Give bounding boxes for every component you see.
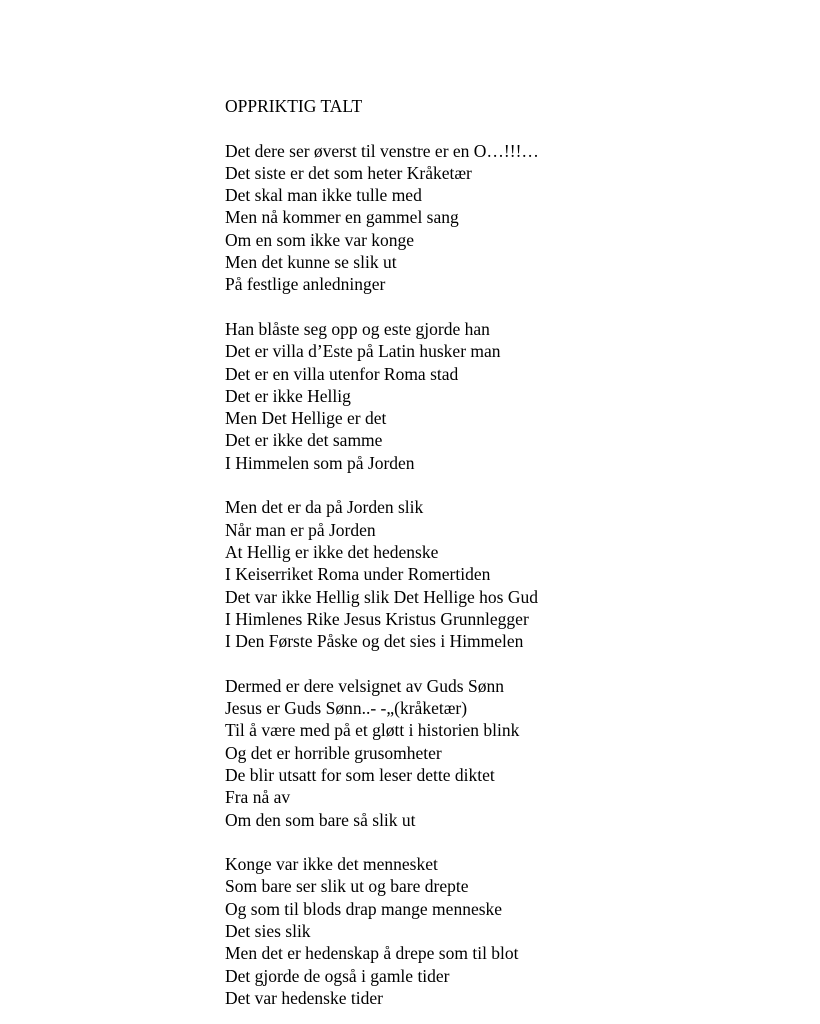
poem-line: Når man er på Jorden [225,519,376,540]
poem-line: Det er ikke Hellig [225,385,351,406]
stanza-gap [225,831,785,853]
poem-line: Han blåste seg opp og este gjorde han [225,318,490,339]
poem-line: I Himlenes Rike Jesus Kristus Grunnlegger [225,608,529,629]
poem-line: Jesus er Guds Sønn..- -„(kråketær) [225,698,468,719]
poem-line: Men nå kommer en gammel sang [225,207,459,228]
poem-line: Det gjorde de også i gamle tider [225,965,450,986]
poem-line: Det er ikke det samme [225,430,383,451]
stanza-gap [225,652,785,674]
poem [225,95,785,1009]
poem-line: Som bare ser slik ut og bare drepte [225,876,469,897]
poem-line: Dermed er dere velsignet av Guds Sønn [225,675,504,696]
stanza-gap [225,117,785,139]
poem-line: I Den Første Påske og det sies i Himmelen [225,631,524,652]
poem-line: Det var hedenske tider [225,987,383,1008]
poem-line: Det sies slik [225,920,311,941]
poem-line: Det var ikke Hellig slik Det Hellige hos Gud [225,586,538,607]
poem-line: De blir utsatt for som leser dette diktet [225,764,495,785]
stanza-4 [225,675,785,831]
poem-line: Konge var ikke det mennesket [225,854,438,875]
poem-line: Men det er hedenskap å drepe som til blot [225,943,519,964]
stanza-gap [225,296,785,318]
poem-line: Og som til blods drap mange menneske [225,898,503,919]
stanza-gap [225,474,785,496]
poem-line: Det er villa d’Este på Latin husker man [225,341,501,362]
poem-line: Fra nå av [225,787,291,808]
poem-line: I Himmelen som på Jorden [225,452,415,473]
poem-line: Men det er da på Jorden slik [225,497,424,518]
poem-line: Det dere ser øverst til venstre er en O…!!!… [225,140,539,161]
poem-line: Om en som ikke var konge [225,229,415,250]
poem-title: OPPRIKTIG TALT [225,96,363,116]
poem-line: Det siste er det som heter Kråketær [225,162,472,183]
stanza-5 [225,853,785,1009]
poem-line: Det er en villa utenfor Roma stad [225,363,459,384]
poem-line: Men det kunne se slik ut [225,252,397,273]
poem-line: Og det er horrible grusomheter [225,742,442,763]
poem-line: Men Det Hellige er det [225,408,387,429]
stanza-2 [225,318,785,474]
poem-line: At Hellig er ikke det hedenske [225,541,439,562]
poem-line: På festlige anledninger [225,274,386,295]
poem-line: Om den som bare så slik ut [225,809,416,830]
poem-line: I Keiserriket Roma under Romertiden [225,564,491,585]
stanza-3 [225,496,785,652]
poem-line: Til å være med på et gløtt i historien blink [225,720,520,741]
stanza-1 [225,140,785,296]
poem-line: Det skal man ikke tulle med [225,185,422,206]
